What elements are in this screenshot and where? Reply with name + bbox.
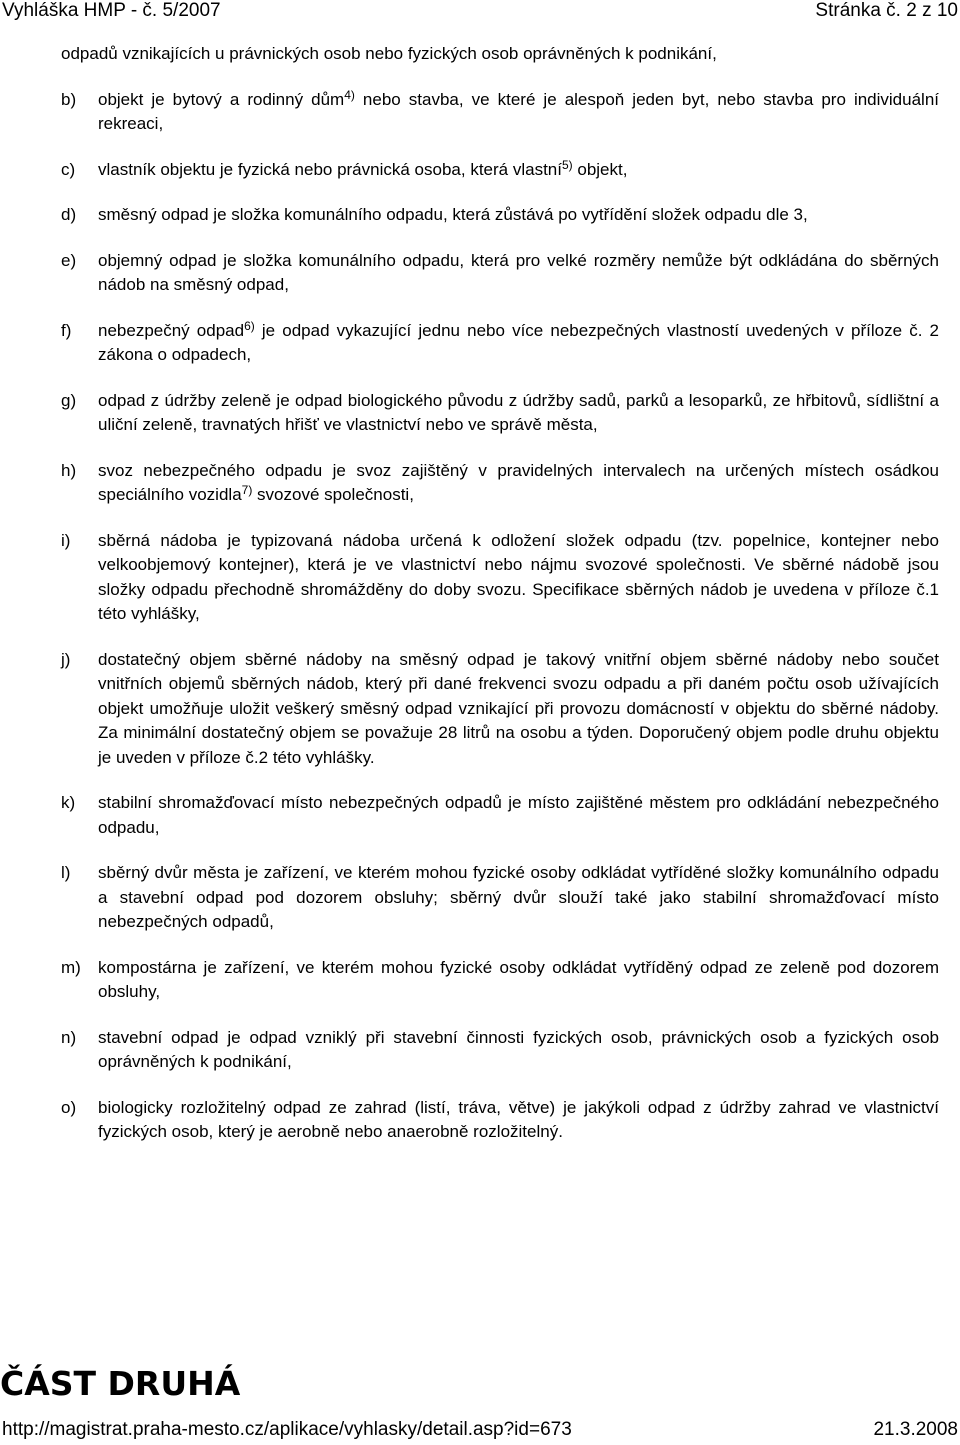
item-text-main: vlastník objektu je fyzická nebo právnická osoba, která vlastní	[98, 159, 562, 179]
item-text	[98, 319, 939, 368]
definition-item	[61, 459, 939, 508]
item-letter: o)	[61, 1097, 77, 1117]
section-title: ČÁST DRUHÁ	[0, 1364, 241, 1403]
item-text-rest: svozové společnosti,	[252, 485, 414, 504]
item-text-main: stabilní shromažďovací místo nebezpečných odpadů je místo zajištěné městem pro odkládání nebezpečného odpadu,	[98, 793, 939, 837]
definition-item	[61, 389, 939, 438]
item-letter: m)	[61, 957, 81, 977]
page-footer	[0, 1419, 960, 1443]
item-text	[98, 1096, 939, 1145]
footnote-reference: 6)	[244, 318, 255, 333]
item-text-main: směsný odpad je složka komunálního odpadu, která zůstává po vytřídění složek odpadu dle 3,	[98, 205, 808, 224]
item-text-main: stavební odpad je odpad vzniklý při stavební činnosti fyzických osob, právnických osob a fyzických osob oprávněných k podnikání,	[98, 1027, 939, 1071]
item-text	[98, 791, 939, 840]
item-text	[98, 956, 939, 1005]
item-text-main: svoz nebezpečného odpadu je svoz zajištěný v pravidelných intervalech na určených místech osádkou speciálního vozidla	[98, 460, 939, 504]
document-body	[61, 42, 939, 1166]
item-letter: d)	[61, 205, 77, 224]
footnote-reference: 4)	[344, 87, 355, 102]
definition-item	[61, 648, 939, 771]
item-text	[98, 249, 939, 298]
item-text-rest: nebo stavba, ve které je alespoň jeden byt, nebo stavba pro individuální rekreaci,	[98, 89, 940, 133]
item-text	[98, 529, 939, 627]
footnote-reference: 7)	[241, 483, 253, 497]
footnote-reference: 5)	[561, 157, 573, 172]
item-text	[98, 459, 939, 508]
item-text-rest: je odpad vykazující jednu nebo více nebezpečných vlastností uvedených v příloze č. 2 zákona o odpadech,	[98, 320, 939, 364]
item-text	[98, 88, 939, 137]
item-text	[98, 1026, 939, 1075]
item-text-main: objekt je bytový a rodinný dům	[98, 89, 345, 109]
item-letter: i)	[61, 530, 71, 550]
item-text	[98, 648, 939, 771]
item-letter: j)	[61, 649, 71, 669]
item-text-main: sběrný dvůr města je zařízení, ve kterém mohou fyzické osoby odkládat vytříděné složky komunálního odpadu a stavební odpad pod dozorem obsluhy; sběrný dvůr slouží také jako stabilní shromažďovací místo nebezpečných odpadů,	[98, 863, 939, 931]
intro-paragraph: odpadů vznikajících u právnických osob nebo fyzických osob oprávněných k podnikání,	[61, 44, 717, 63]
item-text-main: nebezpečný odpad	[98, 320, 245, 340]
item-text	[98, 861, 939, 935]
footer-url: http://magistrat.praha-mesto.cz/aplikace/vyhlasky/detail.asp?id=673	[2, 1419, 572, 1440]
definition-item	[61, 1096, 939, 1145]
item-text-main: odpad z údržby zeleně je odpad biologického původu z údržby sadů, parků a lesoparků, ze hřbitovů, sídlištní a uliční zeleně, travnatých hřišť ve vlastnictví nebo ve správě města,	[98, 390, 939, 434]
item-text-main: biologicky rozložitelný odpad ze zahrad (listí, tráva, větve) je jakýkoli odpad z údržby zahrad ve vlastnictví fyzických osob, který je aerobně nebo anaerobně rozložitelný.	[98, 1097, 939, 1141]
document-title: Vyhláška HMP - č. 5/2007	[2, 0, 221, 21]
item-text-main: kompostárna je zařízení, ve kterém mohou fyzické osoby odkládat vytříděný odpad ze zeleně pod dozorem obsluhy,	[98, 957, 939, 1001]
item-letter: k)	[61, 793, 76, 812]
definition-item	[61, 791, 939, 840]
item-text	[98, 389, 939, 438]
item-text	[98, 158, 939, 183]
item-letter: l)	[61, 863, 71, 882]
definition-list	[61, 88, 939, 1145]
page-header	[0, 0, 960, 24]
item-text-main: objemný odpad je složka komunálního odpadu, která pro velké rozměry nemůže být odkládána do sběrných nádob na směsný odpad,	[98, 250, 939, 294]
item-text-main: dostatečný objem sběrné nádoby na směsný odpad je takový vnitřní objem sběrné nádoby nebo součet vnitřních objemů sběrných nádob, který při dané frekvenci svozu odpadu a při daném počtu osob užívajících objekt umožňuje uložit veškerý směsný odpad vznikající při provozu domácností v objektu do sběrné nádoby. Za minimální dostatečný objem se považuje 28 litrů na osobu a týden. Doporučený objem podle druhu objektu je uveden v příloze č.2 této vyhlášky.	[98, 649, 939, 767]
item-letter: e)	[61, 250, 77, 270]
definition-item	[61, 956, 939, 1005]
item-text-rest: objekt,	[572, 159, 628, 179]
item-letter: n)	[61, 1027, 77, 1047]
item-letter: g)	[61, 390, 77, 410]
definition-item	[61, 158, 939, 183]
item-letter: b)	[61, 89, 77, 109]
definition-item	[61, 1026, 939, 1075]
definition-item	[61, 861, 939, 935]
item-letter: h)	[61, 460, 77, 480]
item-letter: f)	[61, 320, 72, 340]
footer-date: 21.3.2008	[873, 1419, 958, 1440]
item-letter: c)	[61, 159, 76, 179]
item-text-main: sběrná nádoba je typizovaná nádoba určená k odložení složek odpadu (tzv. popelnice, kontejner nebo velkoobjemový kontejner), která je ve vlastnictví nebo nájmu svozové společnosti. Ve sběrné nádobě jsou složky odpadu přechodně shromážděny do doby svozu. Specifikace sběrných nádob je uvedena v příloze č.1 této vyhlášky,	[98, 530, 939, 623]
page-number: Stránka č. 2 z 10	[815, 0, 958, 21]
definition-item	[61, 319, 939, 368]
definition-item	[61, 529, 939, 627]
definition-item	[61, 203, 939, 228]
item-text	[98, 203, 939, 228]
definition-item	[61, 249, 939, 298]
definition-item	[61, 88, 939, 137]
